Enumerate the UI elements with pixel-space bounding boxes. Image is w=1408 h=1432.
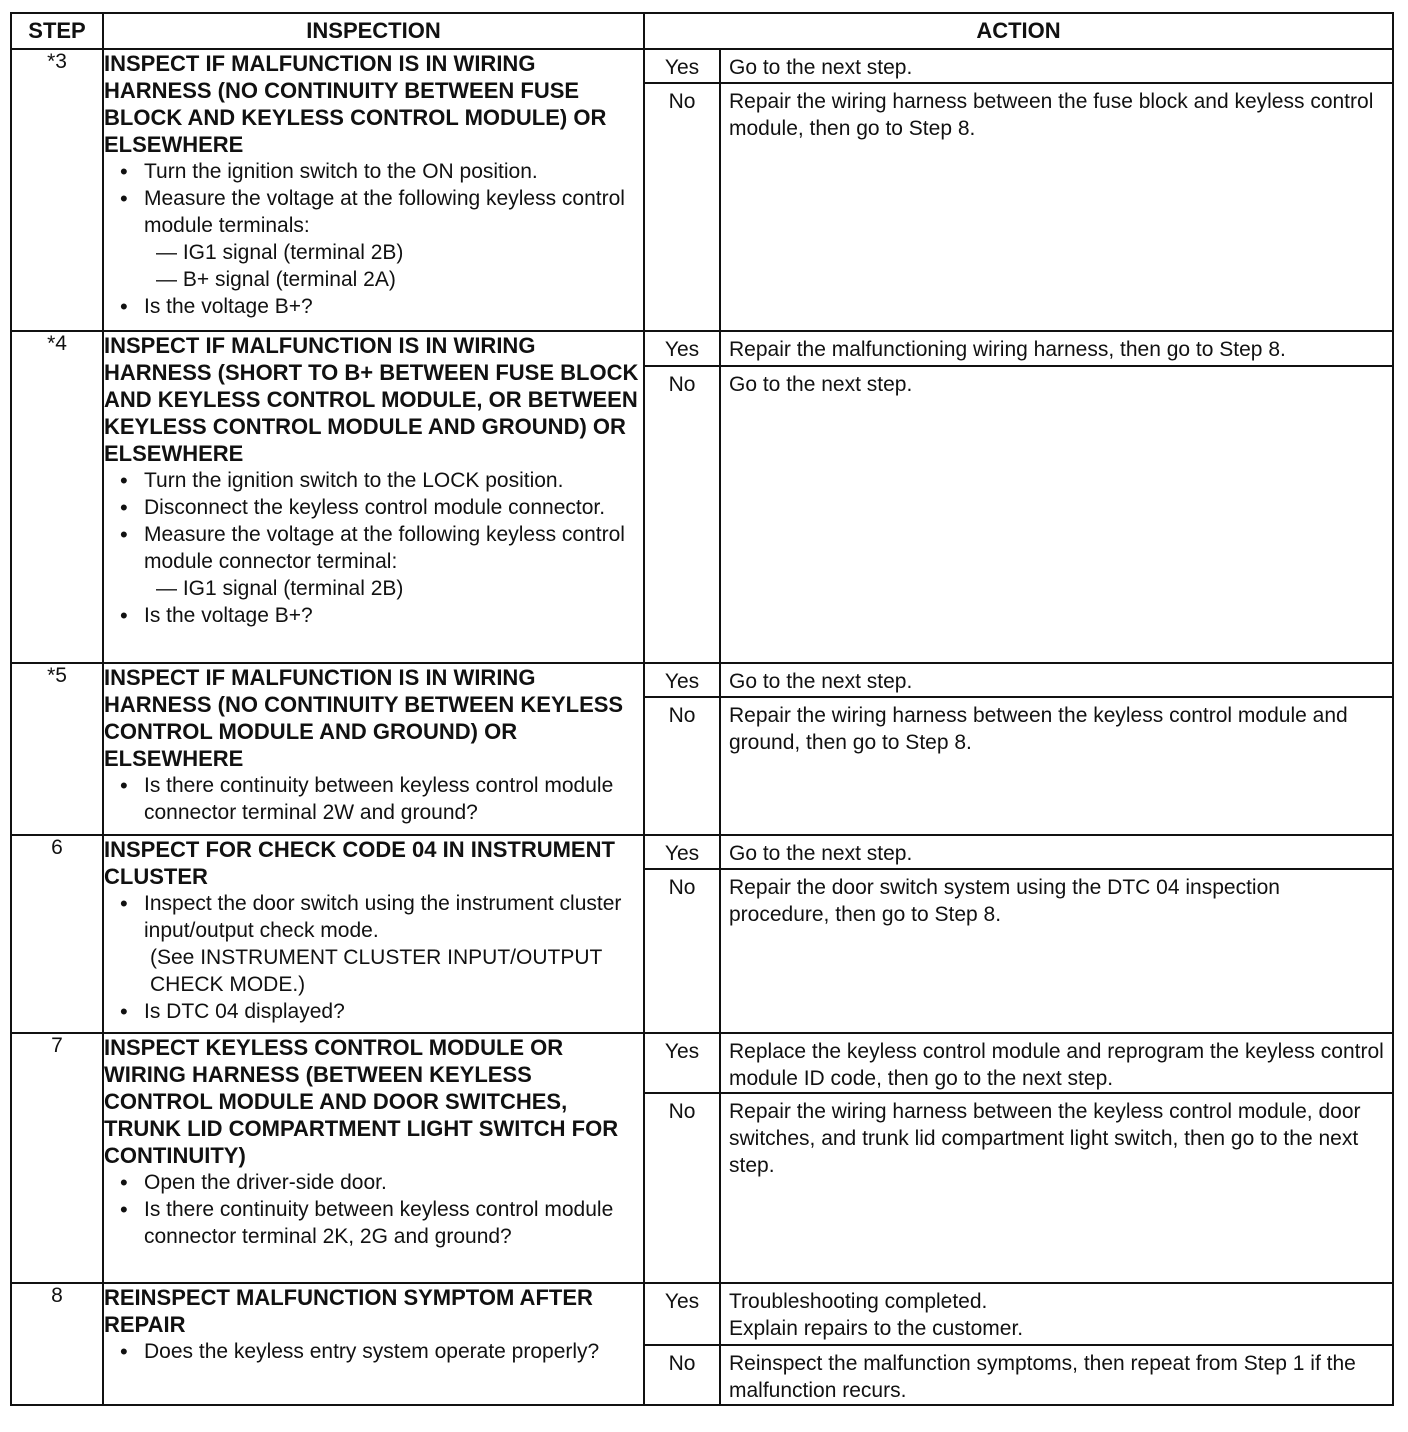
action-column-header: ACTION: [644, 13, 1393, 49]
yes-row: [645, 332, 1392, 367]
inspection-title: INSPECT IF MALFUNCTION IS IN WIRING HARNESS (SHORT TO B+ BETWEEN FUSE BLOCK AND KEYLESS CONTROL MODULE, OR BETWEEN KEYLESS CONTROL MODULE AND GROUND) OR ELSEWHERE: [104, 333, 639, 466]
inspection-sub-item: — IG1 signal (terminal 2B): [156, 577, 404, 600]
yes-row: [645, 664, 1392, 698]
inspection-title: INSPECT KEYLESS CONTROL MODULE OR WIRING HARNESS (BETWEEN KEYLESS CONTROL MODULE AND DOOR SWITCHES, TRUNK LID COMPARTMENT LIGHT SWITCH FOR CONTINUITY): [104, 1035, 619, 1168]
inspection-bullet: • Disconnect the keyless control module connector.: [116, 494, 643, 521]
no-action: Go to the next step.: [729, 373, 913, 396]
no-label: No: [645, 1346, 721, 1404]
step-column-header: STEP: [11, 13, 103, 49]
no-row: [645, 1094, 1392, 1282]
yes-action: Go to the next step.: [729, 842, 913, 865]
troubleshooting-table: [10, 12, 1394, 1406]
troubleshooting-page: [10, 12, 1392, 1406]
no-row: [645, 870, 1392, 1032]
yes-label: Yes: [645, 1284, 721, 1344]
no-row: [645, 698, 1392, 834]
step-number: 7: [11, 1033, 103, 1283]
no-action: Repair the wiring harness between the fuse block and keyless control module, then go to Step 8.: [729, 90, 1374, 140]
yes-label: Yes: [645, 50, 721, 82]
yes-row: [645, 1284, 1392, 1346]
step-number: *3: [11, 49, 103, 331]
inspection-cell: [103, 331, 644, 663]
no-action: Repair the wiring harness between the keyless control module and ground, then go to Step 8.: [729, 704, 1348, 754]
yes-row: [645, 50, 1392, 84]
inspection-bullets: [104, 158, 643, 320]
inspection-bullet: • Is the voltage B+?: [116, 293, 643, 320]
step-row-4: [11, 331, 1393, 663]
inspection-cell: [103, 663, 644, 835]
step-number: 6: [11, 835, 103, 1033]
no-label: No: [645, 870, 721, 1032]
inspection-title: INSPECT IF MALFUNCTION IS IN WIRING HARNESS (NO CONTINUITY BETWEEN FUSE BLOCK AND KEYLESS CONTROL MODULE) OR ELSEWHERE: [104, 51, 607, 157]
inspection-title: INSPECT IF MALFUNCTION IS IN WIRING HARNESS (NO CONTINUITY BETWEEN KEYLESS CONTROL MODULE AND GROUND) OR ELSEWHERE: [104, 665, 624, 771]
step-number: *4: [11, 331, 103, 663]
inspection-title: REINSPECT MALFUNCTION SYMPTOM AFTER REPAIR: [104, 1285, 593, 1337]
inspection-cell: [103, 49, 644, 331]
inspection-bullet: • Is there continuity between keyless control module connector terminal 2W and ground?: [116, 772, 643, 826]
inspection-cell: [103, 835, 644, 1033]
action-cell: [644, 331, 1393, 663]
yes-row: [645, 836, 1392, 870]
inspection-bullet: • Is DTC 04 displayed?: [116, 998, 643, 1025]
inspection-bullet: • Measure the voltage at the following keyless control module terminals:: [116, 185, 643, 239]
inspection-bullets: [104, 1338, 643, 1365]
yes-action: Replace the keyless control module and reprogram the keyless control module ID code, then go to the next step.: [729, 1040, 1384, 1090]
action-cell: [644, 1283, 1393, 1405]
step-number: *5: [11, 663, 103, 835]
step-row-6: [11, 835, 1393, 1033]
inspection-bullet: • Is the voltage B+?: [116, 602, 643, 629]
inspection-bullet: • Is there continuity between keyless control module connector terminal 2K, 2G and ground?: [116, 1196, 643, 1250]
no-action: Repair the door switch system using the DTC 04 inspection procedure, then go to Step 8.: [729, 876, 1280, 926]
yes-action: Troubleshooting completed. Explain repairs to the customer.: [729, 1290, 1024, 1340]
action-cell: [644, 835, 1393, 1033]
inspection-cell: [103, 1283, 644, 1405]
inspection-bullets: [104, 467, 643, 629]
inspection-bullet: • Open the driver-side door.: [116, 1169, 643, 1196]
no-action: Reinspect the malfunction symptoms, then repeat from Step 1 if the malfunction recurs.: [729, 1352, 1356, 1402]
yes-label: Yes: [645, 664, 721, 696]
inspection-column-header: INSPECTION: [103, 13, 644, 49]
no-label: No: [645, 1094, 721, 1282]
inspection-bullet: • Does the keyless entry system operate properly?: [116, 1338, 643, 1365]
step-number: 8: [11, 1283, 103, 1405]
inspection-bullet: • Measure the voltage at the following keyless control module connector terminal:: [116, 521, 643, 575]
no-row: [645, 367, 1392, 662]
yes-action: Go to the next step.: [729, 670, 913, 693]
action-cell: [644, 49, 1393, 331]
inspection-cell: [103, 1033, 644, 1283]
inspection-bullet: • Turn the ignition switch to the ON position.: [116, 158, 643, 185]
header-row: [11, 13, 1393, 49]
no-row: [645, 1346, 1392, 1404]
step-row-7: [11, 1033, 1393, 1283]
no-label: No: [645, 367, 721, 662]
action-cell: [644, 1033, 1393, 1283]
step-row-8: [11, 1283, 1393, 1405]
step-row-3: [11, 49, 1393, 331]
inspection-title: INSPECT FOR CHECK CODE 04 IN INSTRUMENT CLUSTER: [104, 837, 615, 889]
yes-label: Yes: [645, 1034, 721, 1092]
yes-action: Repair the malfunctioning wiring harness, then go to Step 8.: [729, 338, 1286, 361]
action-cell: [644, 663, 1393, 835]
yes-label: Yes: [645, 332, 721, 365]
inspection-sub-item: (See INSTRUMENT CLUSTER INPUT/OUTPUT CHECK MODE.): [150, 946, 602, 996]
inspection-bullets: [104, 890, 643, 1025]
inspection-bullets: [104, 1169, 643, 1250]
no-row: [645, 84, 1392, 330]
no-label: No: [645, 84, 721, 330]
no-label: No: [645, 698, 721, 834]
inspection-bullets: [104, 772, 643, 826]
inspection-sub-item: — B+ signal (terminal 2A): [156, 268, 396, 291]
inspection-bullet: • Turn the ignition switch to the LOCK position.: [116, 467, 643, 494]
yes-label: Yes: [645, 836, 721, 868]
step-row-5: [11, 663, 1393, 835]
yes-row: [645, 1034, 1392, 1094]
no-action: Repair the wiring harness between the keyless control module, door switches, and trunk lid compartment light switch, then go to the next step.: [729, 1100, 1361, 1177]
yes-action: Go to the next step.: [729, 56, 913, 79]
inspection-bullet: • Inspect the door switch using the instrument cluster input/output check mode.: [116, 890, 643, 944]
inspection-sub-item: — IG1 signal (terminal 2B): [156, 241, 404, 264]
